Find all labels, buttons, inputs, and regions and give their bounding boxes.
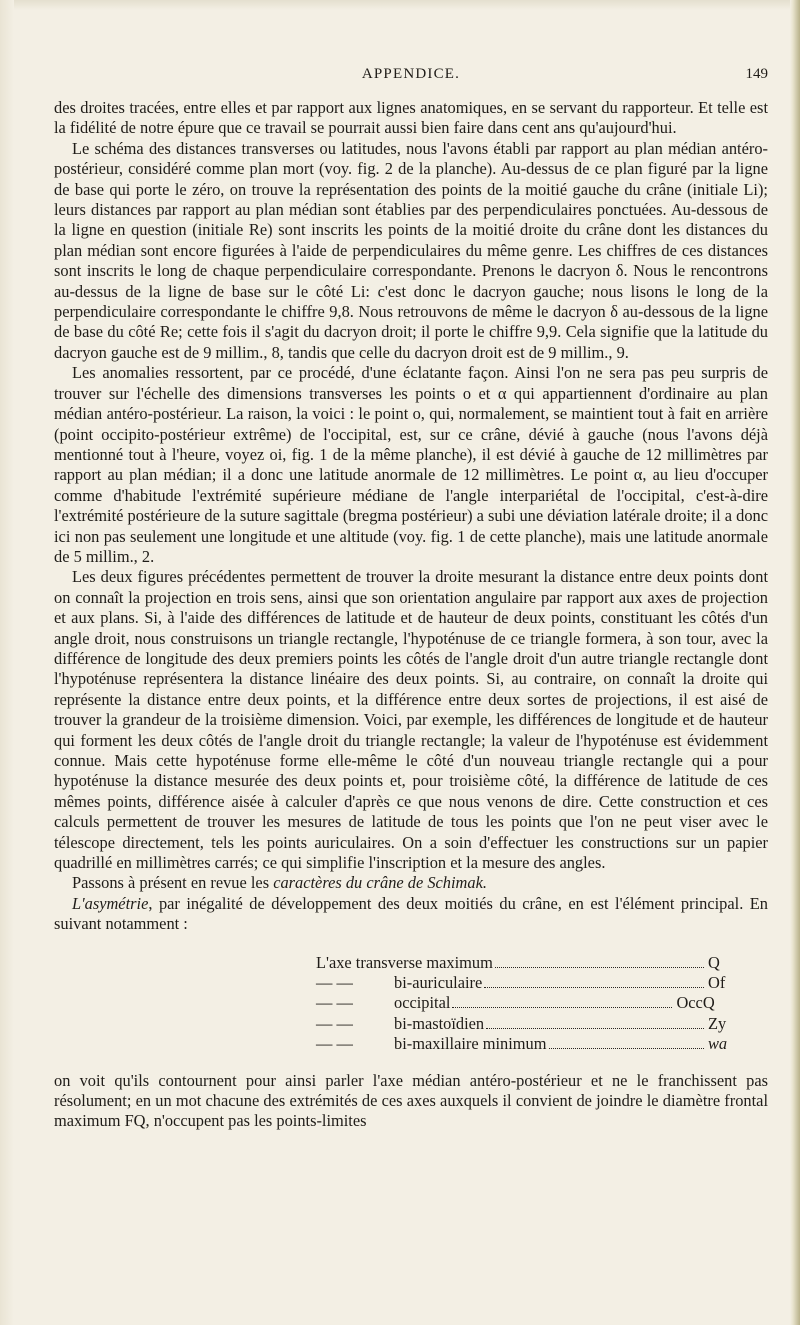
axis-symbol: wa: [708, 1034, 728, 1054]
axis-intro-label: L'axe transverse maximum: [316, 952, 493, 972]
skull-characters-title: caractères du crâne de Schimak.: [273, 873, 487, 893]
axis-label: bi-auriculaire: [394, 973, 483, 993]
axis-leader-dots: [484, 987, 704, 988]
axis-row-occipital: [54, 993, 768, 1013]
paragraph-skull-characters-text: Passons à présent en revue les: [72, 873, 274, 893]
paragraph-anomalies: Les anomalies ressortent, par ce procédé, d'une éclatante façon. Ainsi l'on ne sera pas peu surpris de trouver sur l'échelle des dimensions transverses les points o et α qui appartiennent d'ordinaire au plan médian antéro-postérieur. La raison, la voici : le point o, qui, normalement, se maintient tout à fait en arrière (point occipito-postérieur extrême) de l'occipital, est, sur ce crâne, dévié à gauche (nous l'avons déjà mentionné tout à l'heure, voyez oi, fig. 1 de la même planche), il est dévié à gauche de 12 millimètres par rapport au plan médian; il a donc une latitude anormale de 12 millimètres. Le point α, au lieu d'occuper comme d'habitude l'extrémité supérieure médiane de l'angle interpariétal de l'occipital, c'est-à-dire l'extrémité postérieure de la suture sagittale (bregma postérieur) a subi une déviation latérale droite; il a donc ici non pas seulement une longitude et une altitude (voy. fig. 1 de cette planche), mais une latitude anormale de 5 millim., 2.: [54, 363, 768, 566]
paragraph-projection-method: Les deux figures précédentes permettent de trouver la droite mesurant la distance entre deux points dont on connaît la projection en trois sens, ainsi que son orientation angulaire par rapport aux axes de projection et aux plans. Si, à l'aide des différences de latitude et de hauteur de deux points, constituant les côtés d'un angle droit, nous construisons un triangle rectangle, l'hypoténuse de ce triangle formera, à son tour, avec la différence de longitude des deux premiers points les côtés de l'angle droit d'un autre triangle rectangle dont l'hypoténuse représentera la distance linéaire des deux points. Si, au contraire, on connaît la droite qui représente la distance entre deux points, et la différence entre deux sortes de projections, il est aisé de trouver la grandeur de la troisième dimension. Voici, par exemple, les différences de longitude et de hauteur qui forment les deux côtés de l'angle droit du triangle rectangle; la valeur de l'hypoténuse est évidemment connue. Mais cette hypoténuse forme elle-même le côté d'un nouveau triangle rectangle qui a pour hypoténuse la distance mesurée des deux points et, pour troisième côté, la différence de latitude de ces mêmes points, différence aisée à calculer d'après ce que nous venons de dire. Cette construction et ces calculs permettent de trouver les mesures de latitude de tous les points que l'on ne peut viser avec le télescope directement, tels les points auriculaires. On a soin d'effectuer les constructions sur un papier quadrillé en millimètres carrés; ce qui simplifie l'inscription et la mesure des angles.: [54, 567, 768, 873]
axis-symbol: OccQ: [676, 993, 715, 1013]
running-head: APPENDICE.: [361, 66, 461, 82]
axis-symbol: Of: [708, 973, 726, 993]
ditto-marks: — —: [316, 1034, 353, 1054]
paragraph-continuation: des droites tracées, entre elles et par rapport aux lignes anatomiques, en se servant du rapporteur. Et telle est la fidélité de notre épure que ce travail se pourrait aussi bien faire dans cent ans qu'aujourd'hui.: [54, 98, 768, 138]
body-text: [54, 98, 768, 1132]
paragraph-latitude-schema: Le schéma des distances transverses ou latitudes, nous l'avons établi par rapport au plan médian antéro-postérieur, considéré comme plan mort (voy. fig. 2 de la planche). Au-dessus de ce plan figuré par la ligne de base qui porte le zéro, on trouve la représentation des points de la moitié gauche du crâne (initiale Li); leurs distances par rapport au plan médian sont établies par des perpendiculaires ponctuées. Au-dessous de la ligne en question (initiale Re) sont inscrits les points de la moitié droite du crâne dont les distances du plan médian sont encore figurées à l'aide de perpendiculaires du même genre. Les chiffres de ces distances sont inscrits le long de chaque perpendiculaire correspondante. Prenons le dacryon δ. Nous le rencontrons au-dessus de la ligne de base sur le côté Li: c'est donc le dacryon gauche; nous lisons le long de la perpendiculaire correspondante le chiffre 9,8. Nous retrouvons de même le dacryon δ au-dessous de la ligne de base du côté Re; cette fois il s'agit du dacryon droit; il porte le chiffre 9,9. Cela signifie que la latitude du dacryon gauche est de 9 millim., 8, tandis que celle du dacryon droit est de 9 millim., 9.: [54, 138, 768, 362]
asymmetry-term: L'asymétrie: [72, 893, 149, 913]
axis-row-bi-mastoid: [54, 1014, 768, 1034]
axis-label: bi-maxillaire minimum: [394, 1034, 547, 1054]
axis-symbol: Q: [708, 952, 720, 972]
axis-leader-dots: [495, 967, 704, 968]
page-top-edge: [0, 0, 800, 10]
axis-row-bi-auricular: [54, 973, 768, 993]
axis-leader-dots: [452, 1007, 672, 1008]
paragraph-axes-conclusion: on voit qu'ils contournent pour ainsi parler l'axe médian antéro-postérieur et ne le franchissent pas résolument; en un mot chacune des extrémités de ces axes auxquels il convient de joindre le diamètre frontal maximum FQ, n'occupent pas les points-limites: [54, 1070, 768, 1131]
page-number: 149: [745, 66, 768, 82]
page-right-edge: [790, 0, 800, 1325]
paragraph-skull-characters: [54, 873, 768, 893]
axis-list: [54, 953, 768, 1055]
axis-leader-dots: [486, 1028, 704, 1029]
page-left-edge: [0, 0, 14, 1325]
ditto-marks: — —: [316, 973, 353, 993]
axis-symbol: Zy: [708, 1013, 727, 1033]
axis-label: bi-mastoïdien: [394, 1013, 485, 1033]
axis-label: occipital: [394, 993, 451, 1013]
ditto-marks: — —: [316, 993, 353, 1013]
axis-row-transverse-max: [54, 953, 768, 973]
paragraph-asymmetry-text: , par inégalité de développement des deux moitiés du crâne, en est l'élément principal. En suivant notamment :: [54, 893, 768, 934]
axis-leader-dots: [549, 1048, 705, 1049]
axis-row-bi-maxillary: [54, 1034, 768, 1054]
ditto-marks: — —: [316, 1013, 353, 1033]
paragraph-asymmetry: [54, 894, 768, 935]
page-header: [54, 66, 768, 88]
